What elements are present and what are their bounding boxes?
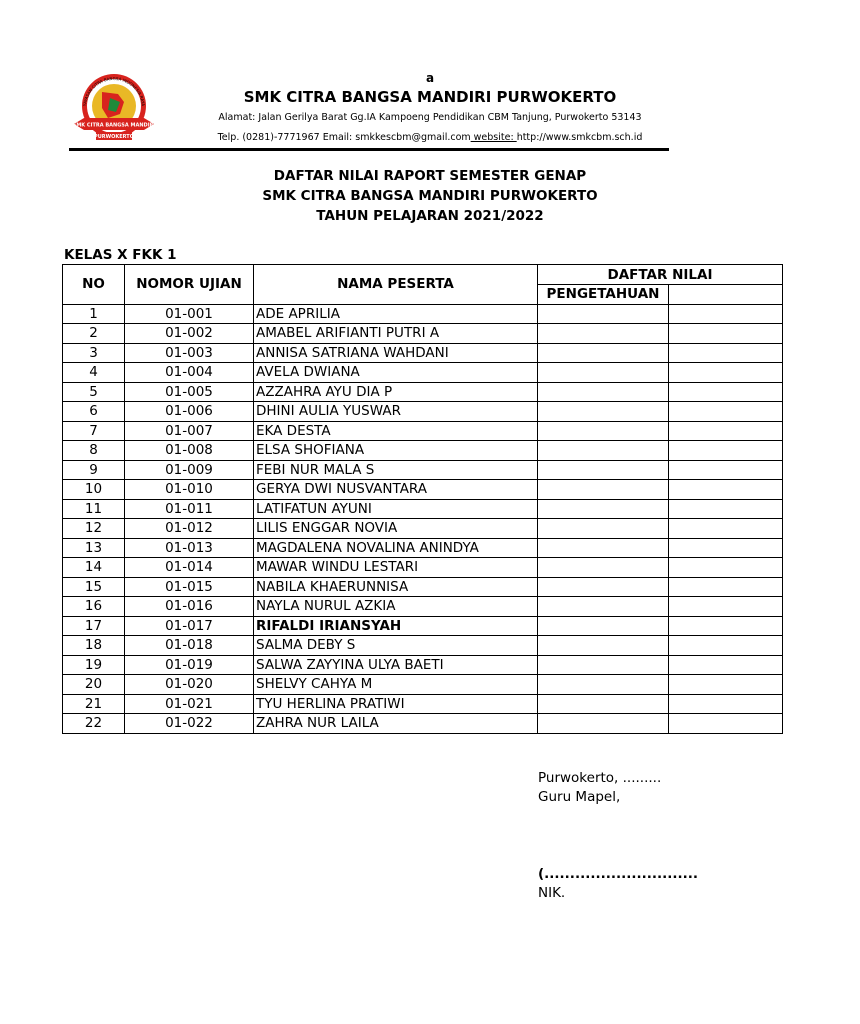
row-nomor-ujian: 01-005 [125, 382, 254, 402]
row-nama-peserta: LILIS ENGGAR NOVIA [254, 519, 538, 539]
row-nomor-ujian: 01-018 [125, 636, 254, 656]
row-pengetahuan-cell[interactable] [538, 675, 669, 695]
header-blank [669, 285, 783, 305]
table-row [63, 402, 783, 422]
row-nama-peserta: FEBI NUR MALA S [254, 460, 538, 480]
row-pengetahuan-cell[interactable] [538, 655, 669, 675]
row-pengetahuan-cell[interactable] [538, 421, 669, 441]
row-no: 11 [63, 499, 125, 519]
school-address: Alamat: Jalan Gerilya Barat Gg.IA Kampoeng Pendidikan CBM Tanjung, Purwokerto 53143 [218, 112, 642, 123]
table-row [63, 694, 783, 714]
contact-website-url: http://www.smkcbm.sch.id [516, 132, 643, 143]
table-row [63, 538, 783, 558]
row-nama-peserta: NAYLA NURUL AZKIA [254, 597, 538, 617]
table-row [63, 597, 783, 617]
signature-role: Guru Mapel, [538, 789, 621, 805]
row-nomor-ujian: 01-014 [125, 558, 254, 578]
row-nama-peserta: AMABEL ARIFIANTI PUTRI A [254, 324, 538, 344]
header-no: NO [63, 265, 125, 305]
table-row [63, 499, 783, 519]
contact-phone-email: Telp. (0281)-7771967 Email: smkkescbm@gmail.com [217, 132, 471, 143]
table-row [63, 421, 783, 441]
row-pengetahuan-cell[interactable] [538, 324, 669, 344]
row-nama-peserta: NABILA KHAERUNNISA [254, 577, 538, 597]
row-pengetahuan-cell[interactable] [538, 441, 669, 461]
row-nomor-ujian: 01-019 [125, 655, 254, 675]
row-no: 8 [63, 441, 125, 461]
row-pengetahuan-cell[interactable] [538, 519, 669, 539]
row-nomor-ujian: 01-004 [125, 363, 254, 383]
row-nomor-ujian: 01-016 [125, 597, 254, 617]
logo-ring-text: YAYASAN CITRA BANGSA INDONESIA RAYA [82, 75, 146, 107]
row-no: 19 [63, 655, 125, 675]
row-pengetahuan-cell[interactable] [538, 480, 669, 500]
row-pengetahuan-cell[interactable] [538, 402, 669, 422]
header-daftar-nilai: DAFTAR NILAI [538, 265, 783, 285]
row-no: 10 [63, 480, 125, 500]
row-no: 17 [63, 616, 125, 636]
row-no: 6 [63, 402, 125, 422]
row-pengetahuan-cell[interactable] [538, 382, 669, 402]
row-pengetahuan-cell[interactable] [538, 558, 669, 578]
table-row [63, 441, 783, 461]
row-nama-peserta: ADE APRILIA [254, 304, 538, 324]
row-pengetahuan-cell[interactable] [538, 363, 669, 383]
row-pengetahuan-cell[interactable] [538, 343, 669, 363]
class-label: KELAS X FKK 1 [64, 247, 177, 263]
signature-name: (.............................. [538, 866, 699, 882]
row-no: 7 [63, 421, 125, 441]
row-blank-cell[interactable] [669, 499, 783, 519]
row-nama-peserta: DHINI AULIA YUSWAR [254, 402, 538, 422]
row-no: 5 [63, 382, 125, 402]
row-nama-peserta: TYU HERLINA PRATIWI [254, 694, 538, 714]
row-blank-cell[interactable] [669, 382, 783, 402]
row-blank-cell[interactable] [669, 558, 783, 578]
row-pengetahuan-cell[interactable] [538, 460, 669, 480]
table-row [63, 480, 783, 500]
row-nama-peserta: MAWAR WINDU LESTARI [254, 558, 538, 578]
row-nomor-ujian: 01-011 [125, 499, 254, 519]
table-row [63, 382, 783, 402]
row-no: 2 [63, 324, 125, 344]
table-row [63, 324, 783, 344]
row-nomor-ujian: 01-007 [125, 421, 254, 441]
row-nama-peserta: MAGDALENA NOVALINA ANINDYA [254, 538, 538, 558]
row-nomor-ujian: 01-021 [125, 694, 254, 714]
row-nomor-ujian: 01-010 [125, 480, 254, 500]
row-nama-peserta: RIFALDI IRIANSYAH [254, 616, 538, 636]
report-title-line3: TAHUN PELAJARAN 2021/2022 [316, 208, 544, 224]
row-nomor-ujian: 01-012 [125, 519, 254, 539]
table-row [63, 655, 783, 675]
school-name: SMK CITRA BANGSA MANDIRI PURWOKERTO [243, 88, 617, 106]
row-blank-cell[interactable] [669, 363, 783, 383]
row-blank-cell[interactable] [669, 343, 783, 363]
table-row [63, 675, 783, 695]
row-nomor-ujian: 01-006 [125, 402, 254, 422]
row-nomor-ujian: 01-008 [125, 441, 254, 461]
row-nomor-ujian: 01-022 [125, 714, 254, 734]
row-pengetahuan-cell[interactable] [538, 577, 669, 597]
signature-place-date: Purwokerto, ......... [538, 770, 662, 786]
table-row [63, 363, 783, 383]
school-contact [200, 132, 660, 143]
row-nama-peserta: GERYA DWI NUSVANTARA [254, 480, 538, 500]
row-no: 3 [63, 343, 125, 363]
row-blank-cell[interactable] [669, 421, 783, 441]
row-no: 1 [63, 304, 125, 324]
row-no: 9 [63, 460, 125, 480]
row-nama-peserta: AZZAHRA AYU DIA P [254, 382, 538, 402]
table-row [63, 577, 783, 597]
row-nama-peserta: SALWA ZAYYINA ULYA BAETI [254, 655, 538, 675]
table-row [63, 304, 783, 324]
grades-table-wrap [62, 264, 713, 734]
row-no: 4 [63, 363, 125, 383]
header-pengetahuan: PENGETAHUAN [538, 285, 669, 305]
contact-website-label: website: [470, 132, 517, 143]
header-nama-peserta: NAMA PESERTA [254, 265, 538, 305]
table-row [63, 343, 783, 363]
row-blank-cell[interactable] [669, 304, 783, 324]
row-no: 20 [63, 675, 125, 695]
row-blank-cell[interactable] [669, 694, 783, 714]
row-nama-peserta: EKA DESTA [254, 421, 538, 441]
row-no: 12 [63, 519, 125, 539]
row-nama-peserta: SHELVY CAHYA M [254, 675, 538, 695]
row-nomor-ujian: 01-015 [125, 577, 254, 597]
report-title-line2: SMK CITRA BANGSA MANDIRI PURWOKERTO [262, 188, 598, 204]
row-nomor-ujian: 01-020 [125, 675, 254, 695]
grades-table [62, 264, 783, 734]
grades-table-body [63, 304, 783, 733]
report-title-line1: DAFTAR NILAI RAPORT SEMESTER GENAP [273, 168, 587, 184]
row-pengetahuan-cell[interactable] [538, 694, 669, 714]
row-blank-cell[interactable] [669, 714, 783, 734]
row-pengetahuan-cell[interactable] [538, 499, 669, 519]
row-nama-peserta: ELSA SHOFIANA [254, 441, 538, 461]
table-row [63, 636, 783, 656]
logo-banner-text: SMK CITRA BANGSA MANDIRI [72, 122, 156, 129]
row-nama-peserta: SALMA DEBY S [254, 636, 538, 656]
logo-city-text: PURWOKERTO [94, 134, 134, 141]
table-row [63, 519, 783, 539]
table-row [63, 714, 783, 734]
row-blank-cell[interactable] [669, 577, 783, 597]
row-blank-cell[interactable] [669, 460, 783, 480]
row-no: 22 [63, 714, 125, 734]
row-nomor-ujian: 01-013 [125, 538, 254, 558]
row-blank-cell[interactable] [669, 538, 783, 558]
row-no: 14 [63, 558, 125, 578]
row-no: 15 [63, 577, 125, 597]
row-nomor-ujian: 01-017 [125, 616, 254, 636]
row-blank-cell[interactable] [669, 402, 783, 422]
row-pengetahuan-cell[interactable] [538, 616, 669, 636]
row-blank-cell[interactable] [669, 519, 783, 539]
header-rule [69, 148, 669, 151]
top-letter: a [425, 71, 435, 85]
signature-nik: NIK. [538, 885, 566, 901]
row-no: 21 [63, 694, 125, 714]
row-blank-cell[interactable] [669, 480, 783, 500]
row-nomor-ujian: 01-003 [125, 343, 254, 363]
row-no: 13 [63, 538, 125, 558]
row-blank-cell[interactable] [669, 675, 783, 695]
table-row [63, 558, 783, 578]
row-nama-peserta: LATIFATUN AYUNI [254, 499, 538, 519]
row-no: 16 [63, 597, 125, 617]
row-pengetahuan-cell[interactable] [538, 597, 669, 617]
table-row [63, 616, 783, 636]
row-blank-cell[interactable] [669, 616, 783, 636]
row-no: 18 [63, 636, 125, 656]
row-nomor-ujian: 01-009 [125, 460, 254, 480]
row-nama-peserta: ZAHRA NUR LAILA [254, 714, 538, 734]
row-blank-cell[interactable] [669, 324, 783, 344]
row-blank-cell[interactable] [669, 655, 783, 675]
row-nama-peserta: ANNISA SATRIANA WAHDANI [254, 343, 538, 363]
row-nama-peserta: AVELA DWIANA [254, 363, 538, 383]
row-blank-cell[interactable] [669, 441, 783, 461]
header-nomor-ujian: NOMOR UJIAN [125, 265, 254, 305]
row-pengetahuan-cell[interactable] [538, 636, 669, 656]
row-nomor-ujian: 01-002 [125, 324, 254, 344]
row-nomor-ujian: 01-001 [125, 304, 254, 324]
row-pengetahuan-cell[interactable] [538, 538, 669, 558]
row-blank-cell[interactable] [669, 636, 783, 656]
school-logo [72, 72, 156, 148]
table-row [63, 460, 783, 480]
row-pengetahuan-cell[interactable] [538, 714, 669, 734]
row-pengetahuan-cell[interactable] [538, 304, 669, 324]
row-blank-cell[interactable] [669, 597, 783, 617]
